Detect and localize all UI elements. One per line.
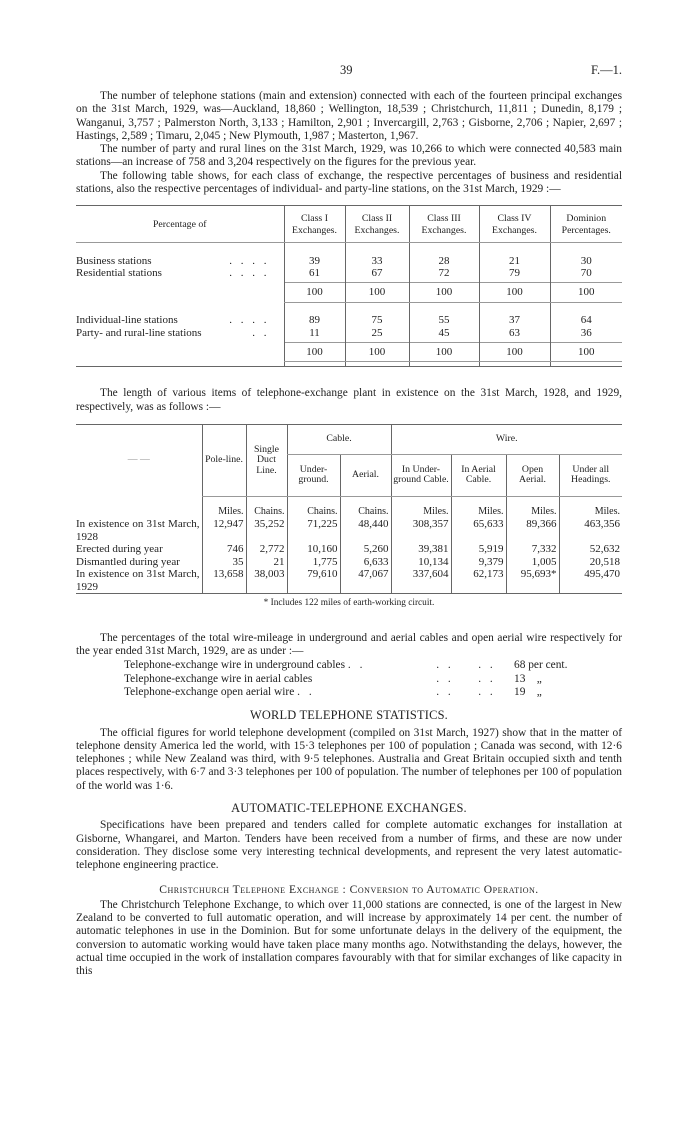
table-header-blank: — —	[127, 454, 150, 466]
heading-world-statistics: WORLD TELEPHONE STATISTICS.	[250, 708, 448, 723]
table-header-class-3: Class III Exchanges.	[409, 206, 479, 243]
table-header-wire: Wire.	[391, 424, 622, 454]
document-reference: F.—1.	[591, 63, 622, 77]
list-item: Telephone-exchange open aerial wire . . . . . . 19 „	[124, 685, 542, 698]
table-header-class-4: Class IV Exchanges.	[479, 206, 550, 243]
paragraph-christchurch: The Christchurch Telephone Exchange, to which over 11,000 stations are connected, is one of the largest in New Zealand to be converted to full automatic operation, and will increase by approximately 14 per cent. the number of automatic telephones in use in the Dominion. But for some unfortunate delays in the delivery of the equipment, the conversion to automatic working would have taken place many months ago. Notwithstanding the delays, however, the actual time occupied in the work of installation compares favourably with that for similar exchanges of like capacity in this	[76, 898, 622, 978]
table-header-underground: Under-ground.	[287, 454, 340, 496]
table-row: Residential stations . . . . 61 67 72 79 70	[76, 267, 622, 280]
table-header-single-duct: Single Duct Line.	[246, 424, 287, 496]
table-row: Individual-line stations . . . . 89 75 55 37 64	[76, 314, 622, 327]
table-row: Business stations . . . . 39 33 28 21 30	[76, 255, 622, 268]
table-header-under-all: Under all Headings.	[559, 454, 622, 496]
table-units-row: Miles. Chains. Chains. Chains. Miles. Miles. Miles. Miles.	[76, 496, 622, 518]
table-header-aerial: Aerial.	[340, 454, 391, 496]
station-percentages-table	[76, 205, 622, 367]
table-header-class-1: Class I Exchanges.	[284, 206, 345, 243]
table-row: In existence on 31st March, 1929 13,658 38,003 79,610 47,067 337,604 62,173 95,693* 495,470	[76, 568, 620, 593]
table-row: Erected during year 746 2,772 10,160 5,260 39,381 5,919 7,332 52,632	[76, 543, 620, 556]
page-number: 39	[340, 63, 353, 77]
paragraph-plant-intro: The length of various items of telephone-exchange plant in existence on the 31st March, 1928, and 1929, respectively, was as follows :—	[76, 387, 622, 413]
table-header-cable: Cable.	[287, 424, 391, 454]
table-header-percentage-of: Percentage of	[76, 206, 284, 243]
wire-percentage-list	[76, 659, 622, 699]
heading-automatic-exchanges: AUTOMATIC-TELEPHONE EXCHANGES.	[231, 801, 467, 816]
table-header-row	[76, 206, 622, 243]
table-total-row: 100 100 100 100 100	[76, 283, 622, 303]
paragraph-automatic-exchanges: Specifications have been prepared and tenders called for complete automatic exchanges for installation at Gisborne, Whangarei, and Marton. Tenders have been received from a number of firms, and these are now under consideration. They disclose some very interesting technical developments, and represent the very latest automatic-telephone engineering practice.	[76, 819, 622, 872]
table-row: Party- and rural-line stations . . 11 25 45 63 36	[76, 327, 622, 340]
document-page	[76, 62, 622, 979]
heading-christchurch-conversion: Christchurch Telephone Exchange : Conversion to Automatic Operation.	[159, 882, 539, 896]
table-header-in-aerial-cable: In Aerial Cable.	[451, 454, 506, 496]
table-footnote: * Includes 122 miles of earth-working circuit.	[263, 598, 435, 609]
table-header-pole-line: Pole-line.	[202, 424, 246, 496]
list-item: Telephone-exchange wire in underground cables . . . . . . 68 per cent.	[124, 659, 568, 672]
page-header	[76, 62, 622, 90]
paragraph-table-intro: The following table shows, for each class of exchange, the respective percentages of business and residential stations, also the respective percentages of individual- and party-line stations, on the 31st March, 1929 :—	[76, 169, 622, 196]
paragraph-world-statistics: The official figures for world telephone development (compiled on 31st March, 1927) show that in the matter of telephone density America led the world, with 15·3 telephones per 100 of population ; Canada was second, with 12·6 telephones ; while New Zealand was third, with 9·5 telephones. Australia and Great Britain occupied sixth and tenth places respectively, with 6·7 and 3·3 telephones per 100 of population. The number of telephones per 100 of population of the world was 1·6.	[76, 726, 622, 792]
paragraph-party-lines: The number of party and rural lines on the 31st March, 1929, was 10,266 to which were connected 40,583 main stations—an increase of 758 and 3,204 respectively on the figures for the previous year.	[76, 143, 622, 169]
paragraph-exchange-stations: The number of telephone stations (main and extension) connected with each of the fourteen principal exchanges on the 31st March, 1929, was—Auckland, 18,860 ; Wellington, 18,539 ; Christchurch, 11,811 ; Dunedin, 8,179 ; Wanganui, 3,757 ; Palmerston North, 3,133 ; Hamilton, 2,901 ; Invercargill, 2,763 ; Gisborne, 2,706 ; Napier, 2,697 ; Hastings, 2,589 ; Timaru, 2,045 ; New Plymouth, 1,987 ; Masterton, 1,967.	[76, 90, 622, 142]
list-item: Telephone-exchange wire in aerial cables . . . . 13 „	[124, 672, 542, 685]
paragraph-wire-percentages: The percentages of the total wire-mileage in underground and aerial cables and open aerial wire respectively for the year ended 31st March, 1929, are as under :—	[76, 631, 622, 658]
table-header-in-underground-cable: In Under-ground Cable.	[391, 454, 451, 496]
table-row: Dismantled during year 35 21 1,775 6,633 10,134 9,379 1,005 20,518	[76, 555, 620, 568]
table-header-class-2: Class II Exchanges.	[345, 206, 409, 243]
table-total-row: 100 100 100 100 100	[76, 342, 622, 362]
table-header-dominion: Dominion Percentages.	[550, 206, 622, 243]
table-header-open-aerial: Open Aerial.	[506, 454, 559, 496]
exchange-plant-table	[76, 424, 622, 595]
table-row: In existence on 31st March, 1928 12,947 35,252 71,225 48,440 308,357 65,633 89,366 463,356	[76, 518, 620, 543]
